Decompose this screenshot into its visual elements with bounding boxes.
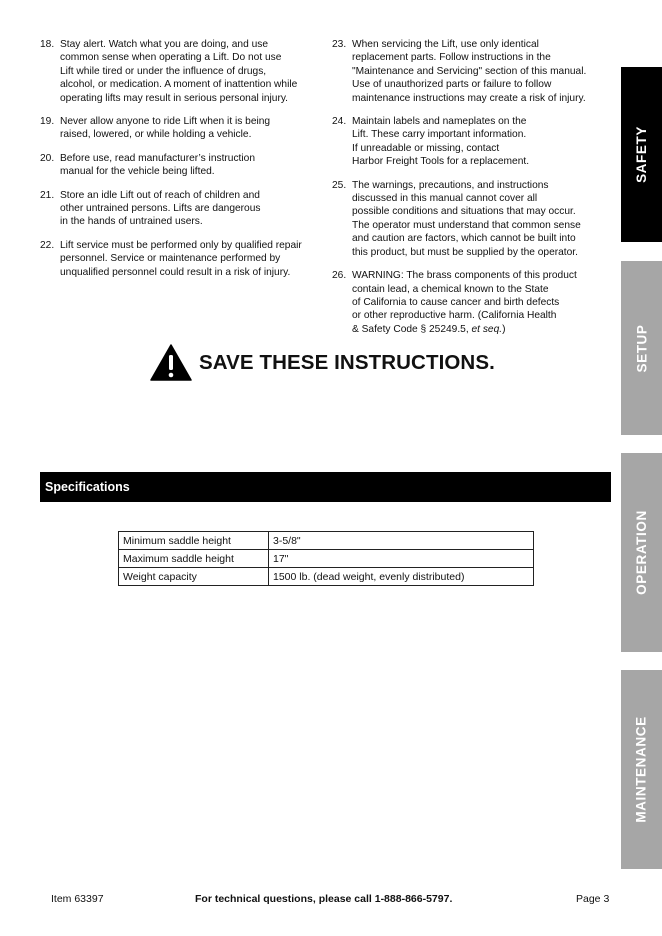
- item-text: Maintain labels and nameplates on the Lift. These carry important information. If unreadable or missing, contact Harbor Freight Tools for a replacement.: [352, 116, 530, 168]
- safety-item-25: [332, 179, 612, 259]
- left-column: [40, 38, 325, 289]
- safety-item-23: [332, 38, 612, 105]
- item-text: When servicing the Lift, use only identical replacement parts. Follow instructions in the "Maintenance and Servicing" section of this manual. Use of unauthorized parts or failure to follow maintenance instructions may create a risk of injury.: [352, 39, 587, 104]
- footer-item-number: Item 63397: [51, 893, 104, 905]
- table-row: [119, 568, 534, 586]
- specifications-heading: [40, 472, 611, 502]
- spec-label: Weight capacity: [119, 568, 269, 586]
- spec-label: Maximum saddle height: [119, 550, 269, 568]
- item-text: Store an idle Lift out of reach of children and other untrained persons. Lifts are dangerous in the hands of untrained users.: [60, 189, 261, 228]
- spec-value: 1500 lb. (dead weight, evenly distributed): [269, 568, 534, 586]
- item-number: 22.: [40, 239, 55, 251]
- item-number: 26.: [332, 270, 347, 282]
- table-row: [119, 532, 534, 550]
- spec-value: 3-5/8": [269, 532, 534, 550]
- item-text-closing: ): [502, 323, 506, 335]
- warning-triangle-icon: [150, 344, 192, 381]
- spec-label: Minimum saddle height: [119, 532, 269, 550]
- item-text-main: WARNING: The brass components of this product contain lead, a chemical known to the State of California to cause cancer and birth defects or other reproductive harm. (California Health & Safety Code § 25249.5,: [352, 270, 577, 335]
- item-text-italic: et seq.: [471, 323, 503, 335]
- safety-item-20: [40, 152, 325, 179]
- item-number: 24.: [332, 116, 347, 128]
- safety-item-24: [332, 115, 612, 169]
- tab-maintenance-label: MAINTENANCE: [634, 716, 650, 823]
- item-text: Stay alert. Watch what you are doing, and use common sense when operating a Lift. Do not use Lift while tired or under the influence of drugs, alcohol, or medication. A moment of inattention while operating lifts may result in serious personal injury.: [60, 39, 298, 104]
- tab-safety[interactable]: [621, 67, 662, 242]
- specifications-heading-label: Specifications: [45, 480, 130, 494]
- table-row: [119, 550, 534, 568]
- item-number: 23.: [332, 39, 347, 50]
- item-number: 18.: [40, 39, 55, 50]
- safety-item-26: [332, 269, 612, 336]
- item-text: The warnings, precautions, and instructions discussed in this manual cannot cover all possible conditions and situations that may occur. The operator must understand that common sense and caution are factors, which cannot be built into this product, but must be supplied by the operator.: [352, 179, 581, 258]
- item-number: 19.: [40, 116, 55, 128]
- item-number: 25.: [332, 179, 347, 191]
- tab-setup[interactable]: [621, 261, 662, 435]
- right-column: [332, 38, 612, 346]
- footer-support-line: For technical questions, please call 1-888-866-5797.: [195, 893, 453, 905]
- item-text: Lift service must be performed only by qualified repair personnel. Service or maintenance performed by unqualified personnel could result in a risk of injury.: [60, 239, 302, 278]
- tab-operation-label: OPERATION: [634, 510, 649, 595]
- save-instructions-title: SAVE THESE INSTRUCTIONS.: [199, 350, 495, 374]
- safety-item-18: [40, 38, 325, 105]
- footer-page-number: Page 3: [576, 893, 610, 905]
- item-text: Before use, read manufacturer’s instruction manual for the vehicle being lifted.: [60, 152, 255, 178]
- tab-setup-label: SETUP: [634, 323, 650, 373]
- item-text: Never allow anyone to ride Lift when it is being raised, lowered, or while holding a vehicle.: [60, 116, 271, 141]
- item-number: 21.: [40, 189, 55, 201]
- specifications-table: [118, 531, 534, 586]
- tab-safety-label: SAFETY: [634, 126, 650, 183]
- safety-item-19: [40, 115, 325, 142]
- spec-value: 17": [269, 550, 534, 568]
- item-text: [352, 269, 612, 336]
- item-number: 20.: [40, 152, 55, 164]
- tab-operation[interactable]: [621, 453, 662, 652]
- tab-maintenance[interactable]: [621, 670, 662, 869]
- save-instructions-banner: [150, 344, 495, 381]
- safety-item-21: [40, 189, 325, 229]
- safety-item-22: [40, 239, 325, 279]
